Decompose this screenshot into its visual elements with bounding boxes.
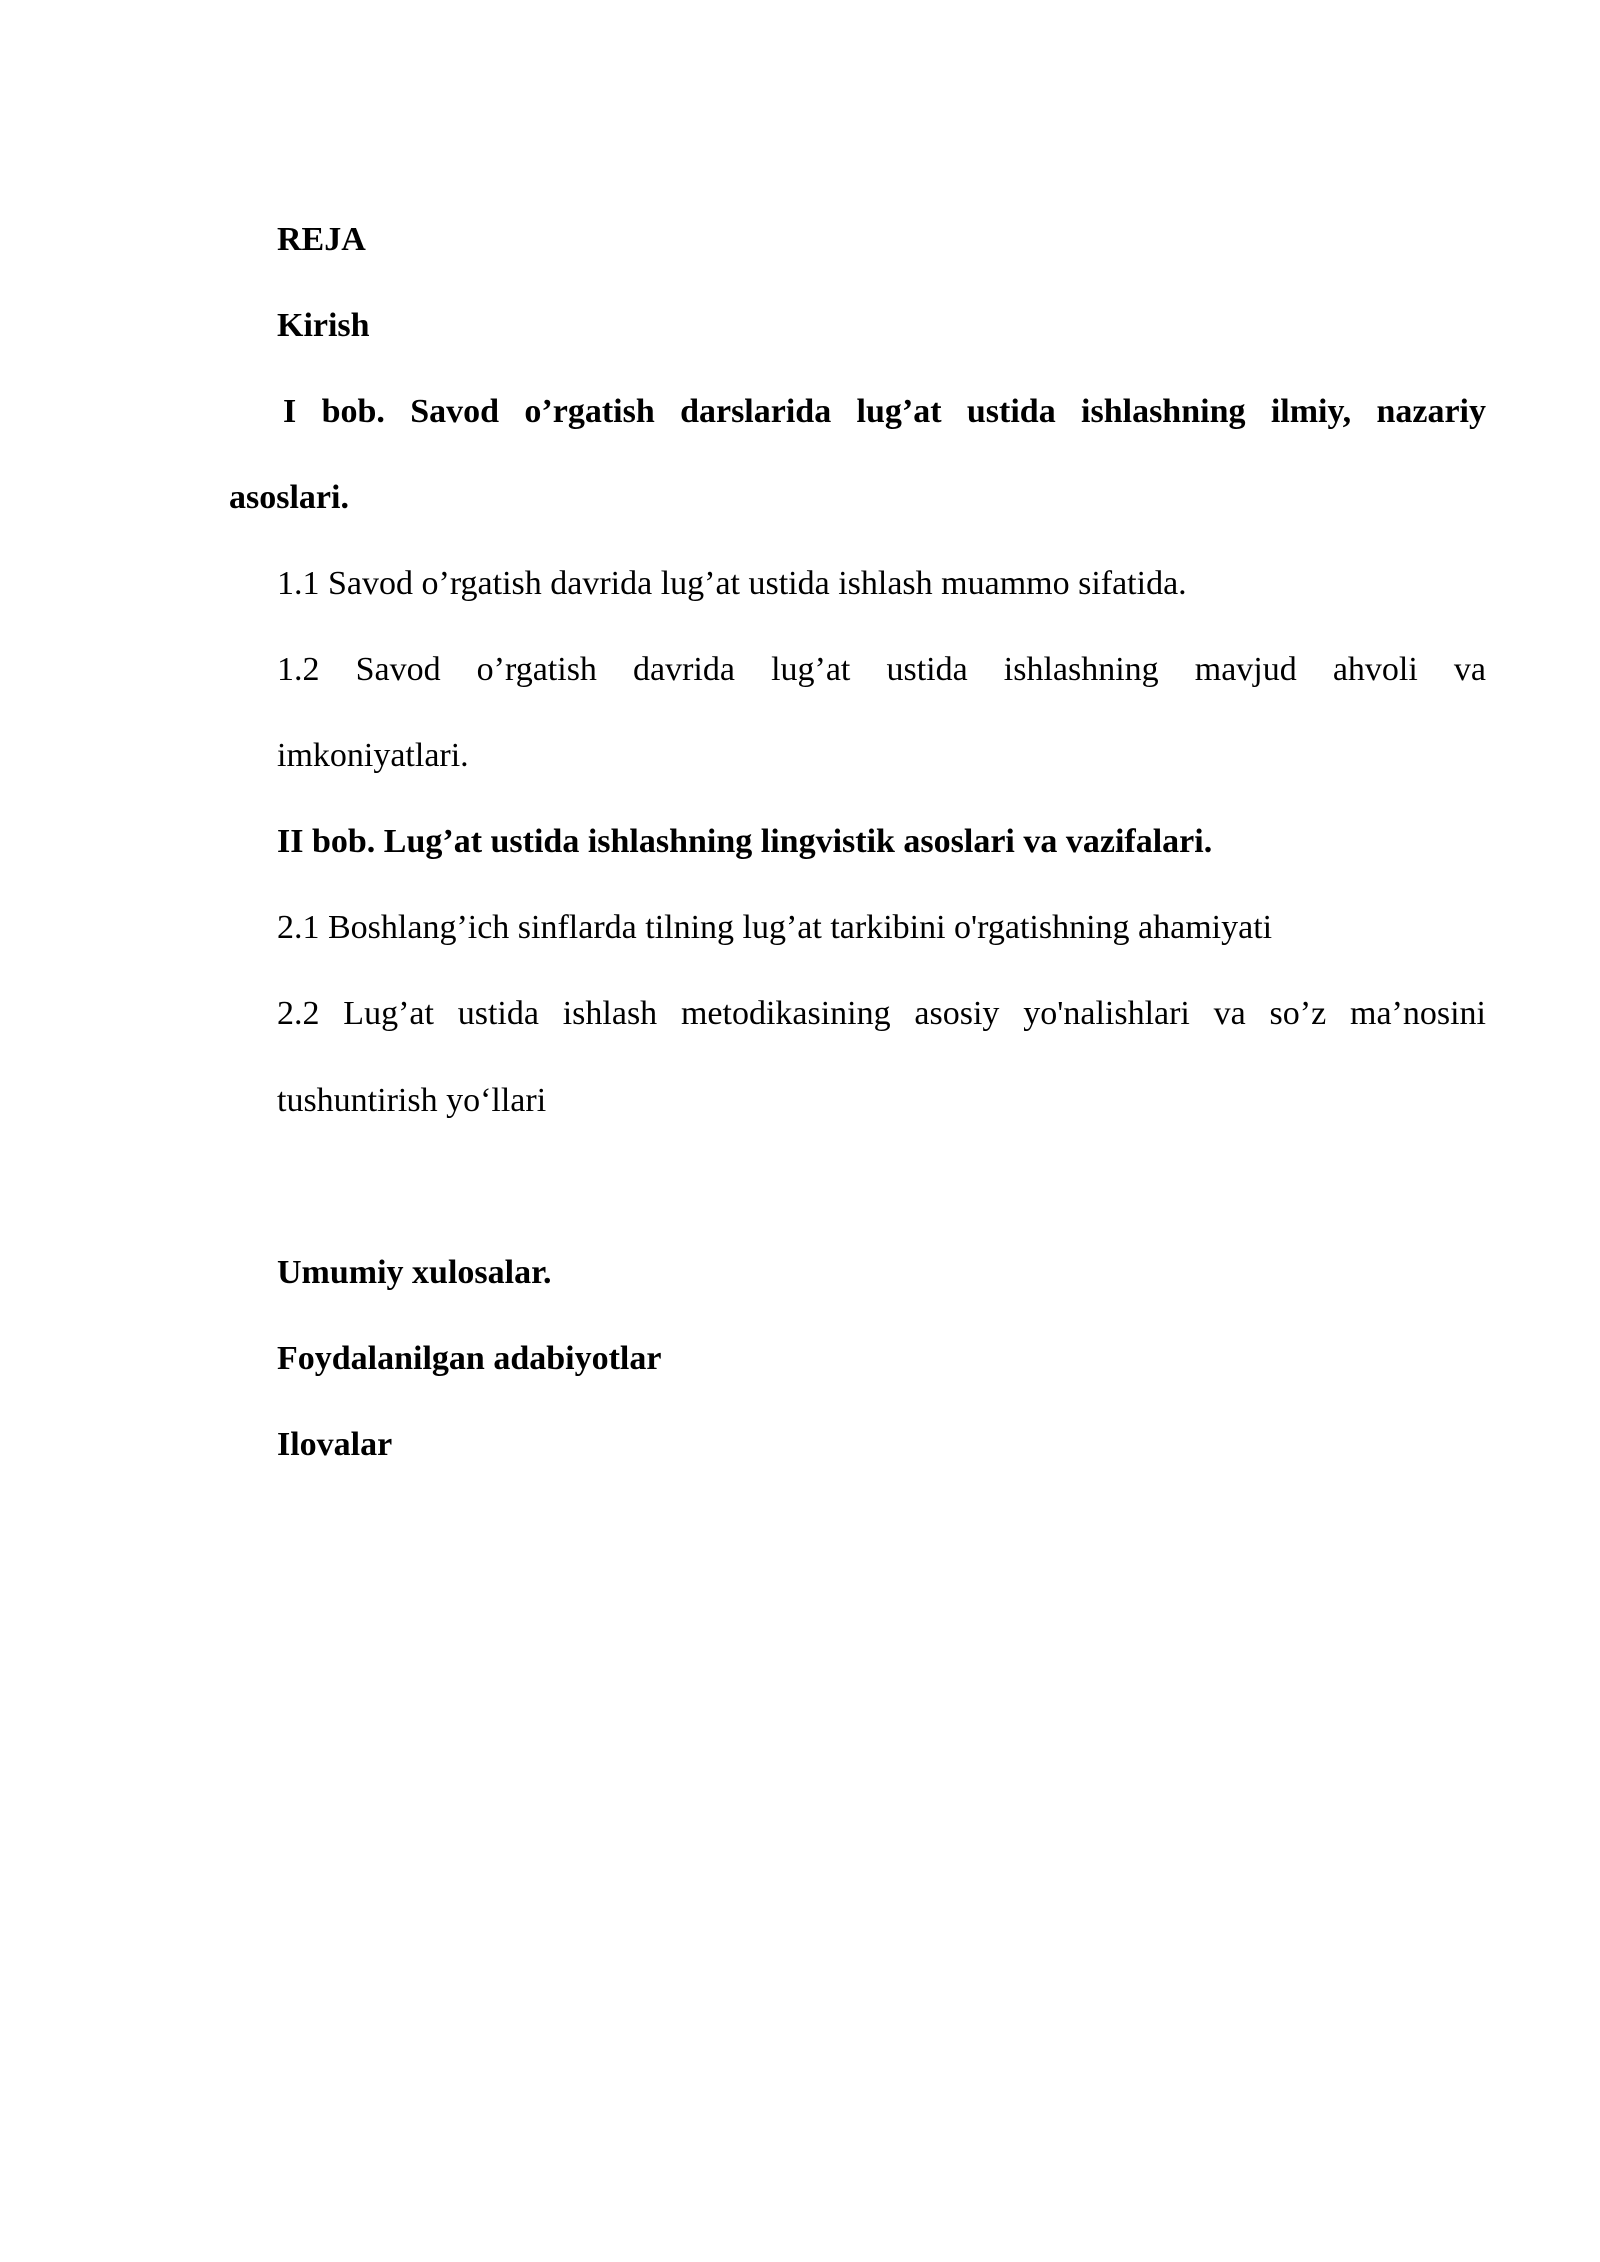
section-1-1: 1.1 Savod o’rgatish davrida lug’at ustida ishlash muammo sifatida. xyxy=(277,565,1187,602)
intro-heading: Kirish xyxy=(277,307,370,344)
plan-title: REJA xyxy=(277,221,366,258)
chapter1-title-line2: asoslari. xyxy=(229,479,349,516)
section-1-2-line1: 1.2 Savod o’rgatish davrida lug’at ustida ishlashning mavjud ahvoli va xyxy=(277,651,1486,688)
references-heading: Foydalanilgan adabiyotlar xyxy=(277,1340,662,1377)
section-2-1: 2.1 Boshlang’ich sinflarda tilning lug’at tarkibini o'rgatishning ahamiyati xyxy=(277,909,1273,946)
chapter2-title: II bob. Lug’at ustida ishlashning lingvistik asoslari va vazifalari. xyxy=(277,823,1213,860)
section-1-2-line2: imkoniyatlari. xyxy=(277,737,469,774)
appendices-heading: Ilovalar xyxy=(277,1426,393,1463)
section-2-2-line1: 2.2 Lug’at ustida ishlash metodikasining asosiy yo'nalishlari va so’z ma’nosini xyxy=(277,995,1486,1032)
section-2-2-line2: tushuntirish yo‘llari xyxy=(277,1082,547,1119)
conclusions-heading: Umumiy xulosalar. xyxy=(277,1254,552,1291)
chapter1-title-line1: I bob. Savod o’rgatish darslarida lug’at ustida ishlashning ilmiy, nazariy xyxy=(283,393,1486,430)
